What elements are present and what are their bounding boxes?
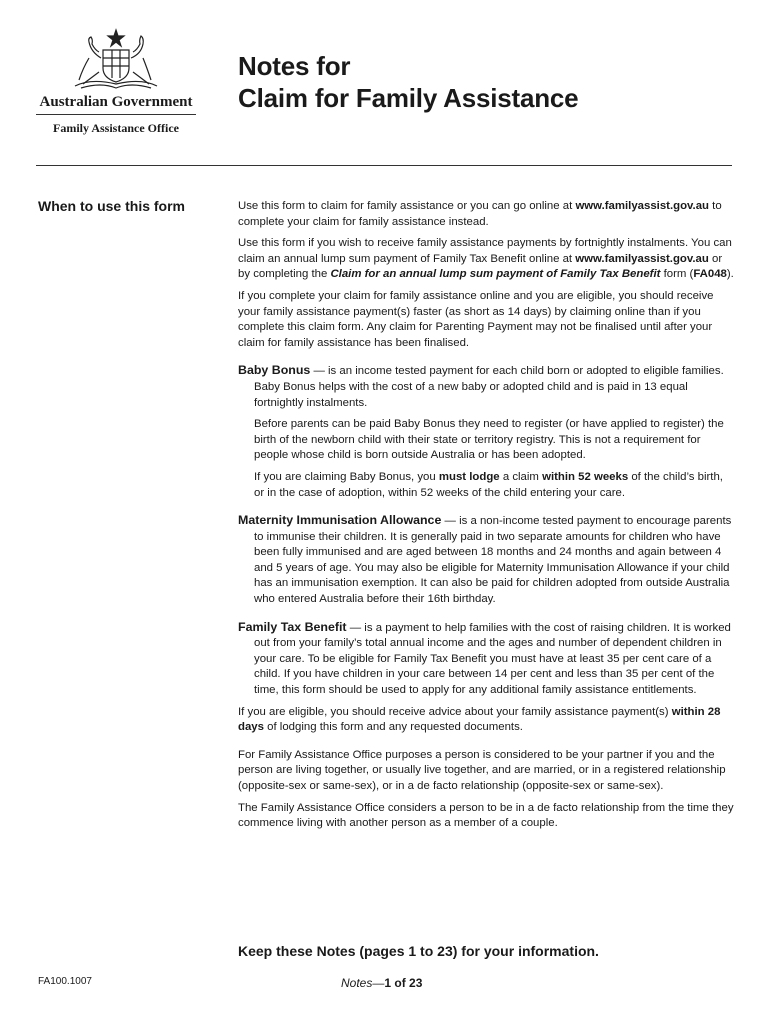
page-title bbox=[238, 50, 578, 114]
maternity-immunisation-definition: Maternity Immunisation Allowance — is a non-income tested payment to encourage parents to immunise their children. It is generally paid in two separate amounts for children who have been fully immunised and are aged between 18 months and 24 months and again between 4 and 5 years of age. You may also be eligible for Maternity Immunisation Allowance if your child has an immunisation exemption. It can also be paid for children adopted from outside Australia who entered Australia before their 16th birthday. bbox=[238, 513, 732, 606]
government-name: Australian Government bbox=[36, 94, 196, 115]
title-line-2: Claim for Family Assistance bbox=[238, 83, 579, 113]
section-content bbox=[238, 199, 736, 838]
title-line-1: Notes for bbox=[238, 51, 351, 81]
paragraph-advice: If you are eligible, you should receive advice about your family assistance payment(s) within 28 days of lodging this form and any requested documents. bbox=[238, 705, 721, 734]
baby-bonus-definition: Baby Bonus — is an income tested payment for each child born or adopted to eligible families. Baby Bonus helps with the cost of a new baby or adopted child and is paid in 13 equal fortnightly instalments. bbox=[238, 363, 724, 409]
mia-term: Maternity Immunisation Allowance bbox=[238, 513, 442, 528]
paragraph-instalments: Use this form if you wish to receive family assistance payments by fortnightly instalments. You can claim an annual lump sum payment of Family Tax Benefit online at www.familyassist.gov.au or by completing the Claim for an annual lump sum payment of Family Tax Benefit form (FA048). bbox=[238, 237, 734, 281]
office-name: Family Assistance Office bbox=[53, 121, 179, 135]
website-link: www.familyassist.gov.au bbox=[575, 200, 710, 212]
baby-bonus-term: Baby Bonus bbox=[238, 363, 311, 378]
ftb-term: Family Tax Benefit bbox=[238, 619, 347, 634]
form-code: FA100.1007 bbox=[38, 976, 92, 987]
page-number: Notes—1 of 23 bbox=[341, 976, 423, 990]
baby-bonus-deadline: If you are claiming Baby Bonus, you must lodge a claim within 52 weeks of the child’s birth, or in the case of adoption, within 52 weeks of the child entering your care. bbox=[254, 470, 723, 499]
baby-bonus-registration: Before parents can be paid Baby Bonus they need to register (or have applied to register) the birth of the newborn child with their state or territory registry. This is not a requirement for people whose child is born outside Australia or has been adopted. bbox=[254, 418, 724, 462]
section-heading: When to use this form bbox=[38, 198, 185, 214]
paragraph-de-facto: The Family Assistance Office considers a person to be in a de facto relationship from the time they commence living with another person as a member of a couple. bbox=[238, 801, 734, 830]
coat-of-arms-icon bbox=[61, 28, 171, 90]
government-crest bbox=[36, 28, 196, 136]
website-link: www.familyassist.gov.au bbox=[575, 252, 709, 265]
keep-notes-notice: Keep these Notes (pages 1 to 23) for your information. bbox=[238, 943, 599, 959]
family-tax-benefit-definition: Family Tax Benefit — is a payment to help families with the cost of raising children. It is worked out from your family’s total annual income and the ages and number of dependent children in your care. To be eligible for Family Tax Benefit you must have at least 35 per cent care of a child. If you have children in your care between 14 per cent and less than 35 per cent of the time, this form should be used to apply for any additional family assistance entitlements. bbox=[238, 619, 731, 697]
paragraph-claim-online: If you complete your claim for family assistance online and you are eligible, you should receive your family assistance payment(s) faster (as short as 14 days) by claiming online than if you complete this claim form. Any claim for Parenting Payment may not be finalised until after your claim for family assistance has been finalised. bbox=[238, 289, 714, 349]
header-divider bbox=[36, 165, 732, 166]
paragraph-partner: For Family Assistance Office purposes a person is considered to be your partner if you and the person are living together, or usually live together, and are married, or in a registered relationship (opposite-sex or same-sex), or in a de facto relationship (opposite-sex or same-sex). bbox=[238, 748, 726, 792]
paragraph-online: Use this form to claim for family assistance or you can go online at www.familyassist.gov.au to complete your claim for family assistance instead. bbox=[238, 200, 722, 228]
